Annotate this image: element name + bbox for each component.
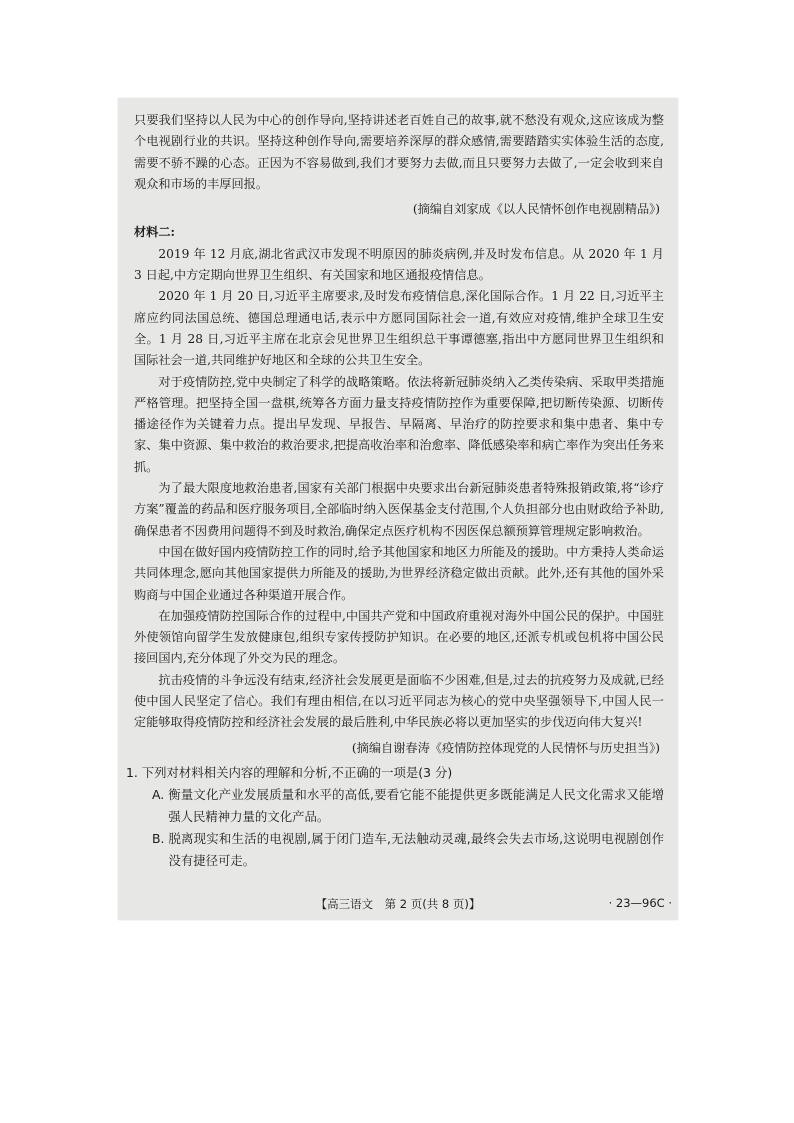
paragraph: 中国在做好国内疫情防控工作的同时,给予其他国家和地区力所能及的援助。中方秉持人类命运共同体理念,愿向其他国家提供力所能及的援助,为世界经济稳定做出贡献。此外,还有其他的国外采购商与中国企业通过各种渠道开展合作。 <box>134 544 664 602</box>
footer-exam-code: · 23—96C · <box>608 896 672 910</box>
material-2-heading: 材料二: <box>134 225 176 240</box>
question-1-option-b <box>152 828 664 872</box>
source-citation-1: (摘编自刘家成《以人民情怀创作电视剧精品》) <box>412 202 660 217</box>
option-letter: A. <box>152 786 165 802</box>
paragraph: 为了最大限度地救治患者,国家有关部门根据中央要求出台新冠肺炎患者特殊报销政策,将“诊疗方案”覆盖的药品和医疗服务项目,全部临时纳入医保基金支付范围,个人负担部分也由财政给予补助,确保患者不因费用问题得不到及时救治,确保定点医疗机构不因医保总额预算管理规定影响救治。 <box>134 481 664 538</box>
paragraph: 对于疫情防控,党中央制定了科学的战略策略。依法将新冠肺炎纳入乙类传染病、采取甲类措施严格管理。把坚持全国一盘棋,统筹各方面力量支持疫情防控作为重要保障,把切断传染源、切断传播途径作为关键着力点。提出早发现、早报告、早隔离、早治疗的防控要求和集中患者、集中专家、集中资源、集中救治的救治要求,把提高收治率和治愈率、降低感染率和病亡率作为突出任务来抓。 <box>134 374 664 474</box>
question-1-option-a <box>152 784 664 828</box>
page-content <box>126 110 664 872</box>
source-citation-2: (摘编自谢春涛《疫情防控体现党的人民情怀与历史担当》) <box>351 740 660 755</box>
option-text: 衡量文化产业发展质量和水平的高低,要看它能不能提供更多既能满足人民文化需求又能增强人民精神力量的文化产品。 <box>168 786 664 824</box>
paragraph: 2019 年 12 月底,湖北省武汉市发现不明原因的肺炎病例,并及时发布信息。从 2020 年 1 月 3 日起,中方定期向世界卫生组织、有关国家和地区通报疫情信息。 <box>134 246 664 283</box>
paragraph-intro: 只要我们坚持以人民为中心的创作导向,坚持讲述老百姓自己的故事,就不愁没有观众,这应该成为整个电视剧行业的共识。坚持这种创作导向,需要培养深厚的群众感情,需要踏踏实实体验生活的态度,需要不骄不躁的心态。正因为不容易做到,我们才要努力去做,而且只要努力去做了,一定会收到来自观众和市场的丰厚回报。 <box>134 113 664 191</box>
paragraph: 2020 年 1 月 20 日,习近平主席要求,及时发布疫情信息,深化国际合作。1 月 22 日,习近平主席应约同法国总统、德国总理通电话,表示中方愿同国际社会一道,有效应对疫情,维护全球卫生安全。1 月 28 日,习近平主席在北京会见世界卫生组织总干事谭德塞,指出中方愿同世界卫生组织和国际社会一道,共同维护好地区和全球的公共卫生安全。 <box>134 289 664 368</box>
paragraph: 抗击疫情的斗争远没有结束,经济社会发展更是面临不少困难,但是,过去的抗疫努力及成就,已经使中国人民坚定了信心。我们有理由相信,在以习近平同志为核心的党中央坚强领导下,中国人民一定能够取得疫情防控和经济社会发展的最后胜利,中华民族必将以更加坚实的步伐迈向伟大复兴! <box>134 672 664 730</box>
paragraph: 在加强疫情防控国际合作的过程中,中国共产党和中国政府重视对海外中国公民的保护。中国驻外使领馆向留学生发放健康包,组织专家传授防护知识。在必要的地区,还派专机或包机将中国公民接回国内,充分体现了外交为民的理念。 <box>134 608 664 666</box>
footer-page-info: 【高三语文 第 2 页(共 8 页)】 <box>315 897 481 911</box>
page-footer <box>118 896 678 916</box>
question-1-stem: 1. 下列对材料相关内容的理解和分析,不正确的一项是(3 分) <box>126 764 453 780</box>
option-letter: B. <box>152 830 165 846</box>
option-text: 脱离现实和生活的电视剧,属于闭门造车,无法触动灵魂,最终会失去市场,这说明电视剧创作没有捷径可走。 <box>168 830 664 868</box>
